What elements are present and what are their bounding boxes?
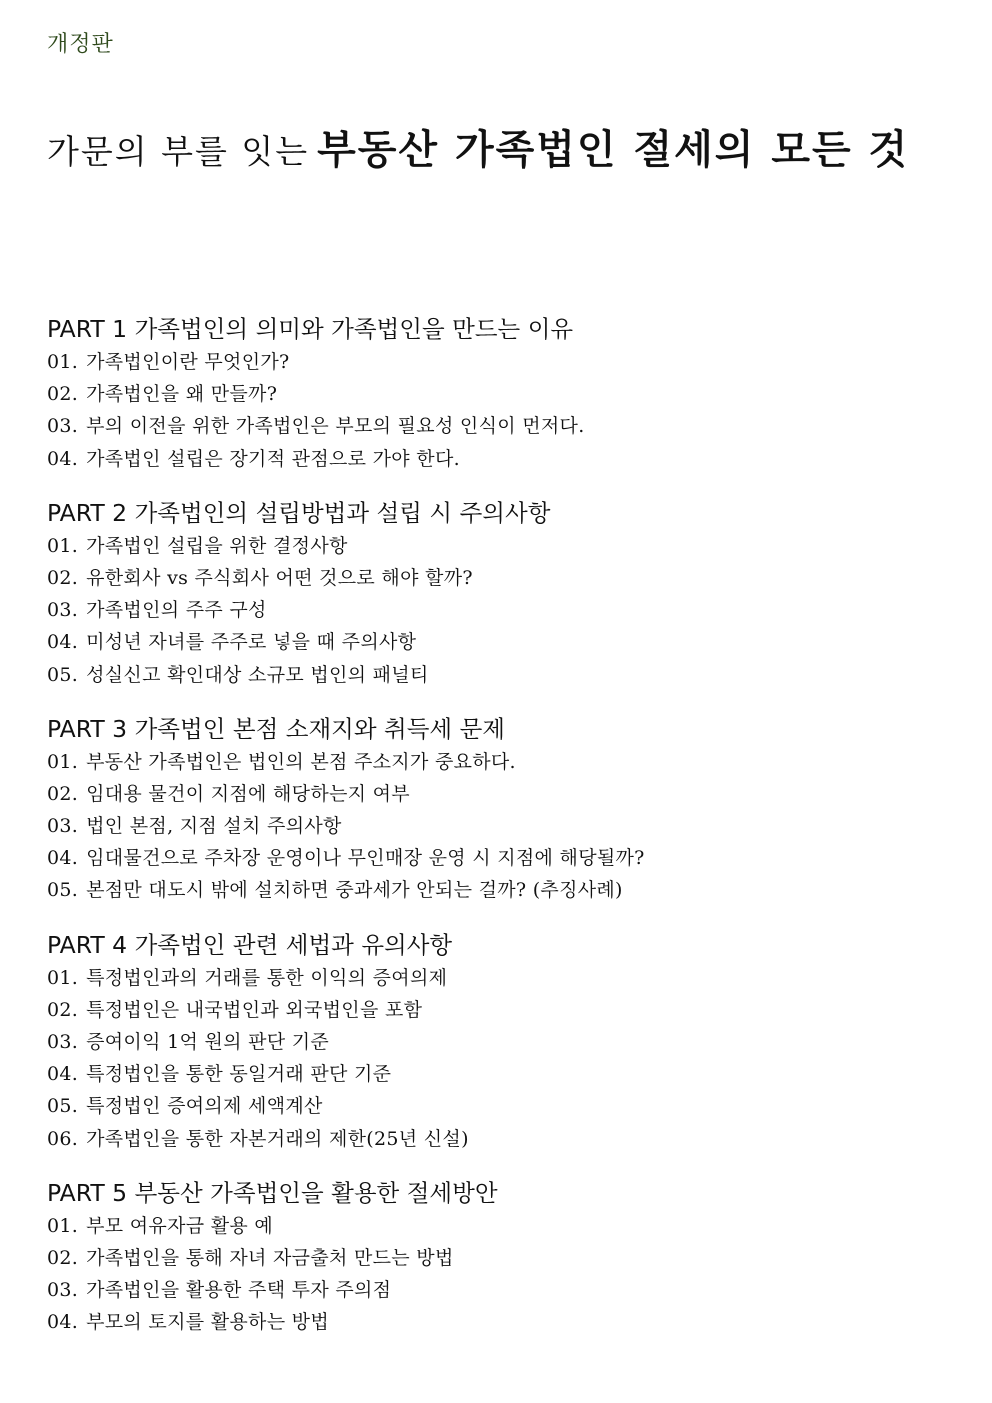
toc-item: [47, 810, 967, 842]
toc-item: [47, 1242, 967, 1274]
toc-item: [47, 1210, 967, 1242]
part-heading: PART 2 가족법인의 설립방법과 설립 시 주의사항: [47, 498, 551, 527]
toc-item-list: [47, 746, 967, 907]
toc-item: [47, 746, 967, 778]
toc-item: [47, 1058, 967, 1090]
title-prefix: 가문의 부를 잇는: [47, 132, 310, 171]
part-heading: PART 5 부동산 가족법인을 활용한 절세방안: [47, 1178, 498, 1207]
toc-item-number: 04.: [47, 847, 79, 870]
toc-item: [47, 410, 967, 442]
toc-item-number: 01.: [47, 351, 79, 373]
toc-item-number: 05.: [47, 1095, 79, 1118]
toc-item: [47, 594, 967, 626]
toc-item-title: 특정법인은 내국법인과 외국법인을 포함: [86, 998, 423, 1021]
table-of-contents: [47, 312, 967, 1360]
toc-item-title: 가족법인의 주주 구성: [86, 599, 267, 622]
title-main: 부동산 가족법인 절세의 모든 것: [317, 127, 910, 173]
toc-item-title: 증여이익 1억 원의 판단 기준: [86, 1031, 330, 1053]
part-heading: PART 4 가족법인 관련 세법과 유의사항: [47, 930, 453, 959]
toc-item-number: 06.: [47, 1127, 79, 1150]
toc-item: [47, 659, 967, 691]
toc-item-title: 부모 여유자금 활용 예: [86, 1214, 274, 1237]
toc-item-title: 가족법인을 활용한 주택 투자 주의점: [86, 1279, 392, 1302]
toc-item-title: 가족법인을 통한 자본거래의 제한(25년 신설): [86, 1127, 469, 1150]
toc-item-title: 가족법인이란 무엇인가?: [86, 351, 290, 373]
toc-item: [47, 562, 967, 594]
toc-item-number: 02.: [47, 383, 79, 406]
toc-item: [47, 1026, 967, 1058]
toc-item-number: 03.: [47, 415, 79, 438]
part-heading: PART 1 가족법인의 의미와 가족법인을 만드는 이유: [47, 315, 574, 343]
toc-part-2: [47, 496, 967, 691]
toc-item: [47, 1090, 967, 1122]
toc-part-5: [47, 1176, 967, 1339]
toc-item-number: 01.: [47, 750, 79, 773]
toc-item-title: 임대용 물건이 지점에 해당하는지 여부: [86, 782, 410, 805]
toc-item: [47, 874, 967, 906]
toc-item-title: 미성년 자녀를 주주로 넣을 때 주의사항: [86, 631, 417, 654]
toc-item: [47, 626, 967, 658]
toc-item: [47, 842, 967, 874]
toc-item: [47, 1306, 967, 1338]
toc-item-title: 부의 이전을 위한 가족법인은 부모의 필요성 인식이 먼저다.: [86, 415, 585, 438]
toc-item-title: 가족법인 설립을 위한 결정사항: [86, 534, 348, 557]
toc-item-title: 가족법인을 통해 자녀 자금출처 만드는 방법: [86, 1246, 454, 1269]
toc-item-number: 05.: [47, 879, 79, 902]
toc-item-title: 부동산 가족법인은 법인의 본점 주소지가 중요하다.: [86, 750, 516, 773]
toc-item-list: [47, 530, 967, 691]
toc-item-number: 01.: [47, 534, 79, 557]
toc-part-3: [47, 712, 967, 907]
toc-item-number: 03.: [47, 599, 79, 622]
toc-item-number: 05.: [47, 663, 79, 686]
toc-item: [47, 530, 967, 562]
toc-item-number: 03.: [47, 1031, 79, 1053]
toc-item: [47, 346, 967, 378]
toc-item-title: 임대물건으로 주차장 운영이나 무인매장 운영 시 지점에 해당될까?: [86, 847, 645, 870]
toc-item: [47, 962, 967, 994]
toc-item-list: [47, 346, 967, 475]
toc-item: [47, 994, 967, 1026]
toc-part-1: [47, 312, 967, 475]
toc-item-title: 법인 본점, 지점 설치 주의사항: [86, 815, 342, 838]
toc-item: [47, 378, 967, 410]
toc-item-number: 04.: [47, 631, 79, 654]
toc-item-number: 02.: [47, 1246, 79, 1269]
toc-item-number: 01.: [47, 1214, 79, 1237]
toc-item: [47, 1274, 967, 1306]
toc-item-number: 01.: [47, 966, 79, 989]
toc-item-title: 특정법인을 통한 동일거래 판단 기준: [86, 1063, 392, 1086]
toc-item-number: 02.: [47, 998, 79, 1021]
edition-label: 개정판: [47, 32, 114, 57]
toc-item-number: 04.: [47, 447, 79, 470]
toc-item-number: 03.: [47, 1279, 79, 1302]
toc-item-title: 부모의 토지를 활용하는 방법: [86, 1311, 329, 1334]
part-heading: PART 3 가족법인 본점 소재지와 취득세 문제: [47, 714, 506, 743]
toc-item-number: 02.: [47, 782, 79, 805]
toc-item: [47, 1123, 967, 1155]
toc-item-number: 04.: [47, 1063, 79, 1086]
toc-item-number: 04.: [47, 1311, 79, 1334]
toc-item-title: 특정법인과의 거래를 통한 이익의 증여의제: [86, 966, 448, 989]
toc-item: [47, 443, 967, 475]
toc-item-title: 성실신고 확인대상 소규모 법인의 패널티: [86, 663, 429, 686]
toc-item: [47, 778, 967, 810]
toc-part-4: [47, 928, 967, 1155]
toc-item-list: [47, 962, 967, 1155]
book-title: [47, 118, 909, 175]
toc-item-number: 02.: [47, 566, 79, 589]
toc-item-number: 03.: [47, 815, 79, 838]
toc-item-title: 가족법인 설립은 장기적 관점으로 가야 한다.: [86, 447, 460, 470]
toc-item-title: 본점만 대도시 밖에 설치하면 중과세가 안되는 걸까? (추징사례): [86, 879, 623, 902]
toc-item-list: [47, 1210, 967, 1339]
toc-item-title: 유한회사 vs 주식회사 어떤 것으로 해야 할까?: [86, 566, 473, 589]
toc-item-title: 가족법인을 왜 만들까?: [86, 383, 278, 406]
toc-item-title: 특정법인 증여의제 세액계산: [86, 1095, 323, 1118]
